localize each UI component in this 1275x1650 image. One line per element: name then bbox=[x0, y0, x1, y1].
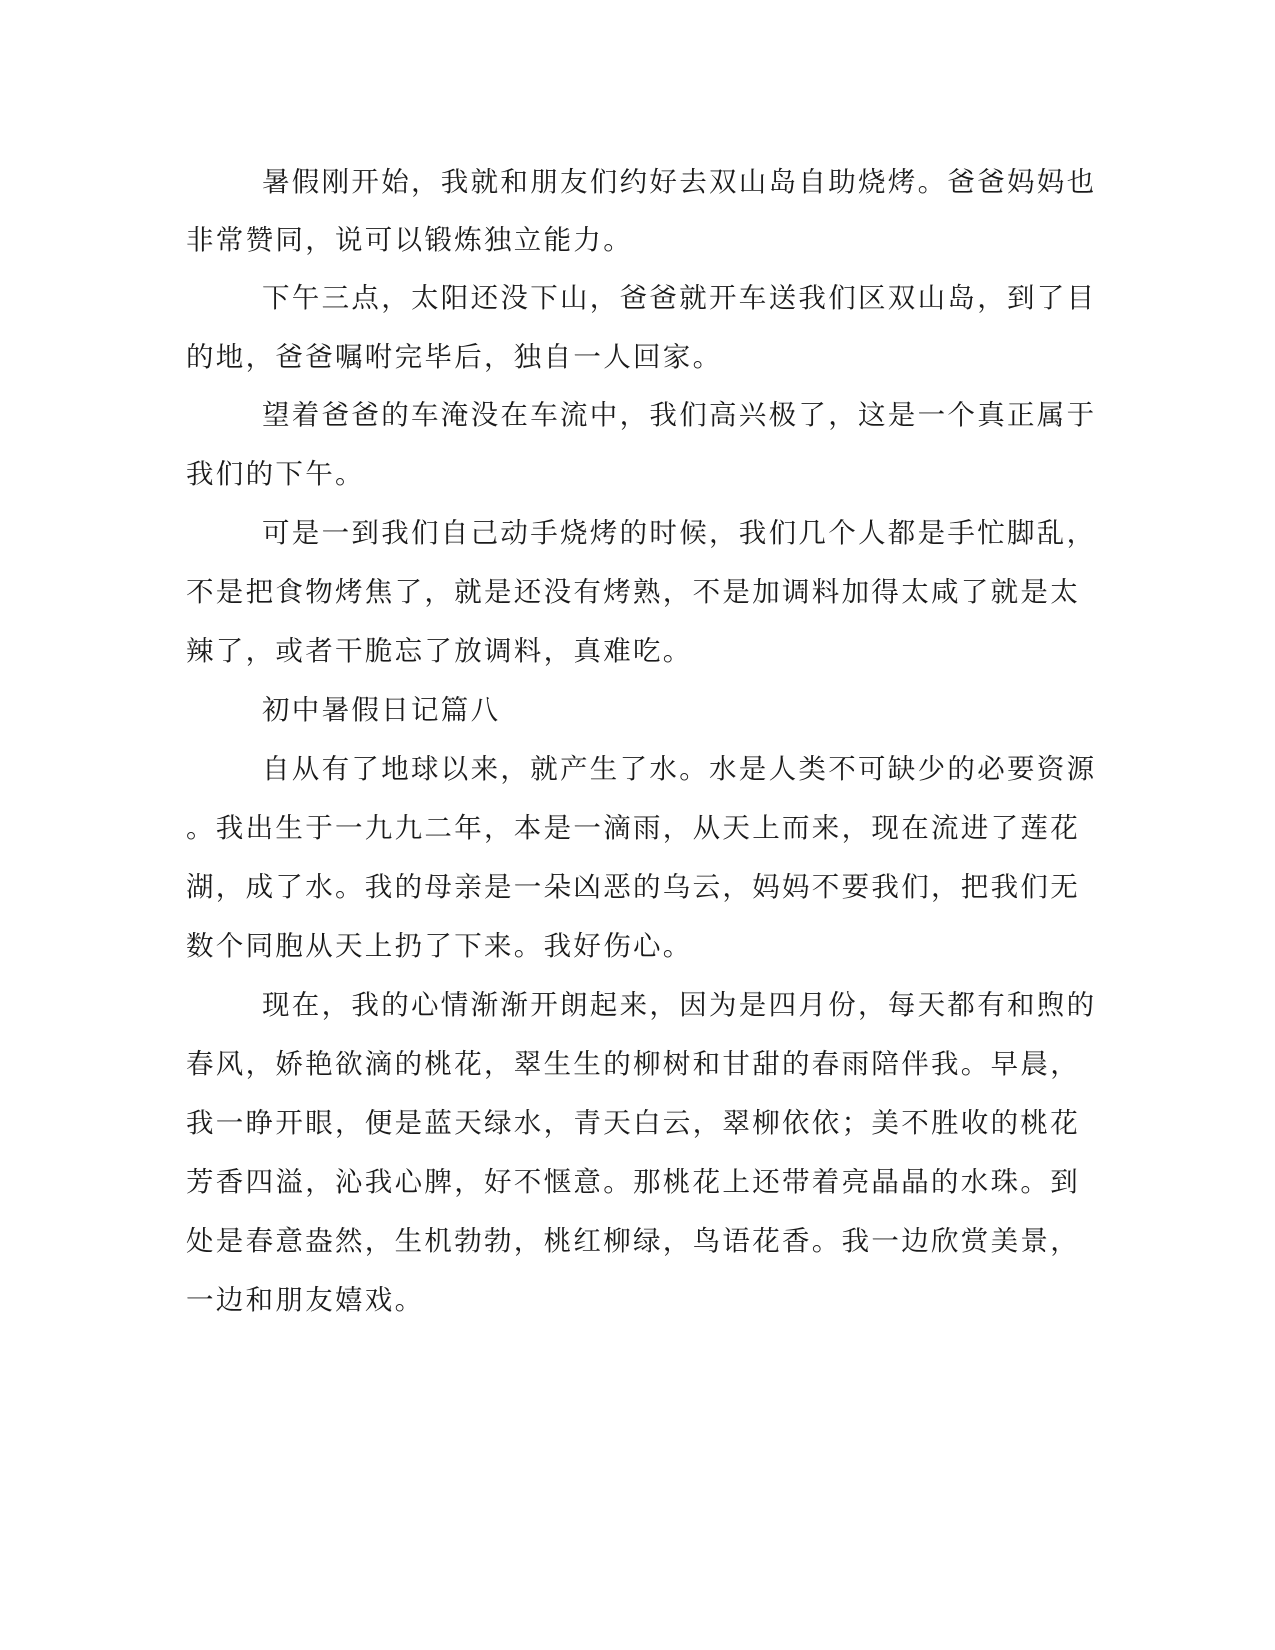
paragraph-5-line-4: 数个同胞从天上扔了下来。我好伤心。 bbox=[186, 930, 693, 962]
paragraph-5-line-3: 湖，成了水。我的母亲是一朵凶恶的乌云，妈妈不要我们，把我们无 bbox=[186, 871, 1080, 903]
paragraph-6-line-6: 一边和朋友嬉戏。 bbox=[186, 1284, 425, 1316]
paragraph-6-line-5: 处是春意盎然，生机勃勃，桃红柳绿，鸟语花香。我一边欣赏美景， bbox=[186, 1225, 1080, 1257]
paragraph-6-line-4: 芳香四溢，沁我心脾，好不惬意。那桃花上还带着亮晶晶的水珠。到 bbox=[186, 1166, 1080, 1198]
paragraph-3-line-2: 我们的下午。 bbox=[186, 458, 365, 490]
paragraph-1-line-1: 暑假刚开始，我就和朋友们约好去双山岛自助烧烤。爸爸妈妈也 bbox=[262, 166, 1097, 198]
section-heading: 初中暑假日记篇八 bbox=[262, 694, 501, 726]
paragraph-2-line-2: 的地，爸爸嘱咐完毕后，独自一人回家。 bbox=[186, 341, 723, 373]
paragraph-6-line-3: 我一睁开眼，便是蓝天绿水，青天白云，翠柳依依；美不胜收的桃花 bbox=[186, 1107, 1080, 1139]
paragraph-4-line-1: 可是一到我们自己动手烧烤的时候，我们几个人都是手忙脚乱， bbox=[262, 517, 1097, 549]
paragraph-4-line-2: 不是把食物烤焦了，就是还没有烤熟，不是加调料加得太咸了就是太 bbox=[186, 576, 1080, 608]
paragraph-5-line-1: 自从有了地球以来，就产生了水。水是人类不可缺少的必要资源 bbox=[262, 753, 1097, 785]
paragraph-3-line-1: 望着爸爸的车淹没在车流中，我们高兴极了，这是一个真正属于 bbox=[262, 399, 1097, 431]
paragraph-5-line-2: 。我出生于一九九二年，本是一滴雨，从天上而来，现在流进了莲花 bbox=[186, 812, 1080, 844]
paragraph-1-line-2: 非常赞同，说可以锻炼独立能力。 bbox=[186, 224, 633, 256]
paragraph-6-line-1: 现在，我的心情渐渐开朗起来，因为是四月份，每天都有和煦的 bbox=[262, 989, 1097, 1021]
paragraph-2-line-1: 下午三点，太阳还没下山，爸爸就开车送我们区双山岛，到了目 bbox=[262, 282, 1097, 314]
paragraph-4-line-3: 辣了，或者干脆忘了放调料，真难吃。 bbox=[186, 635, 693, 667]
paragraph-6-line-2: 春风，娇艳欲滴的桃花，翠生生的柳树和甘甜的春雨陪伴我。早晨， bbox=[186, 1048, 1080, 1080]
